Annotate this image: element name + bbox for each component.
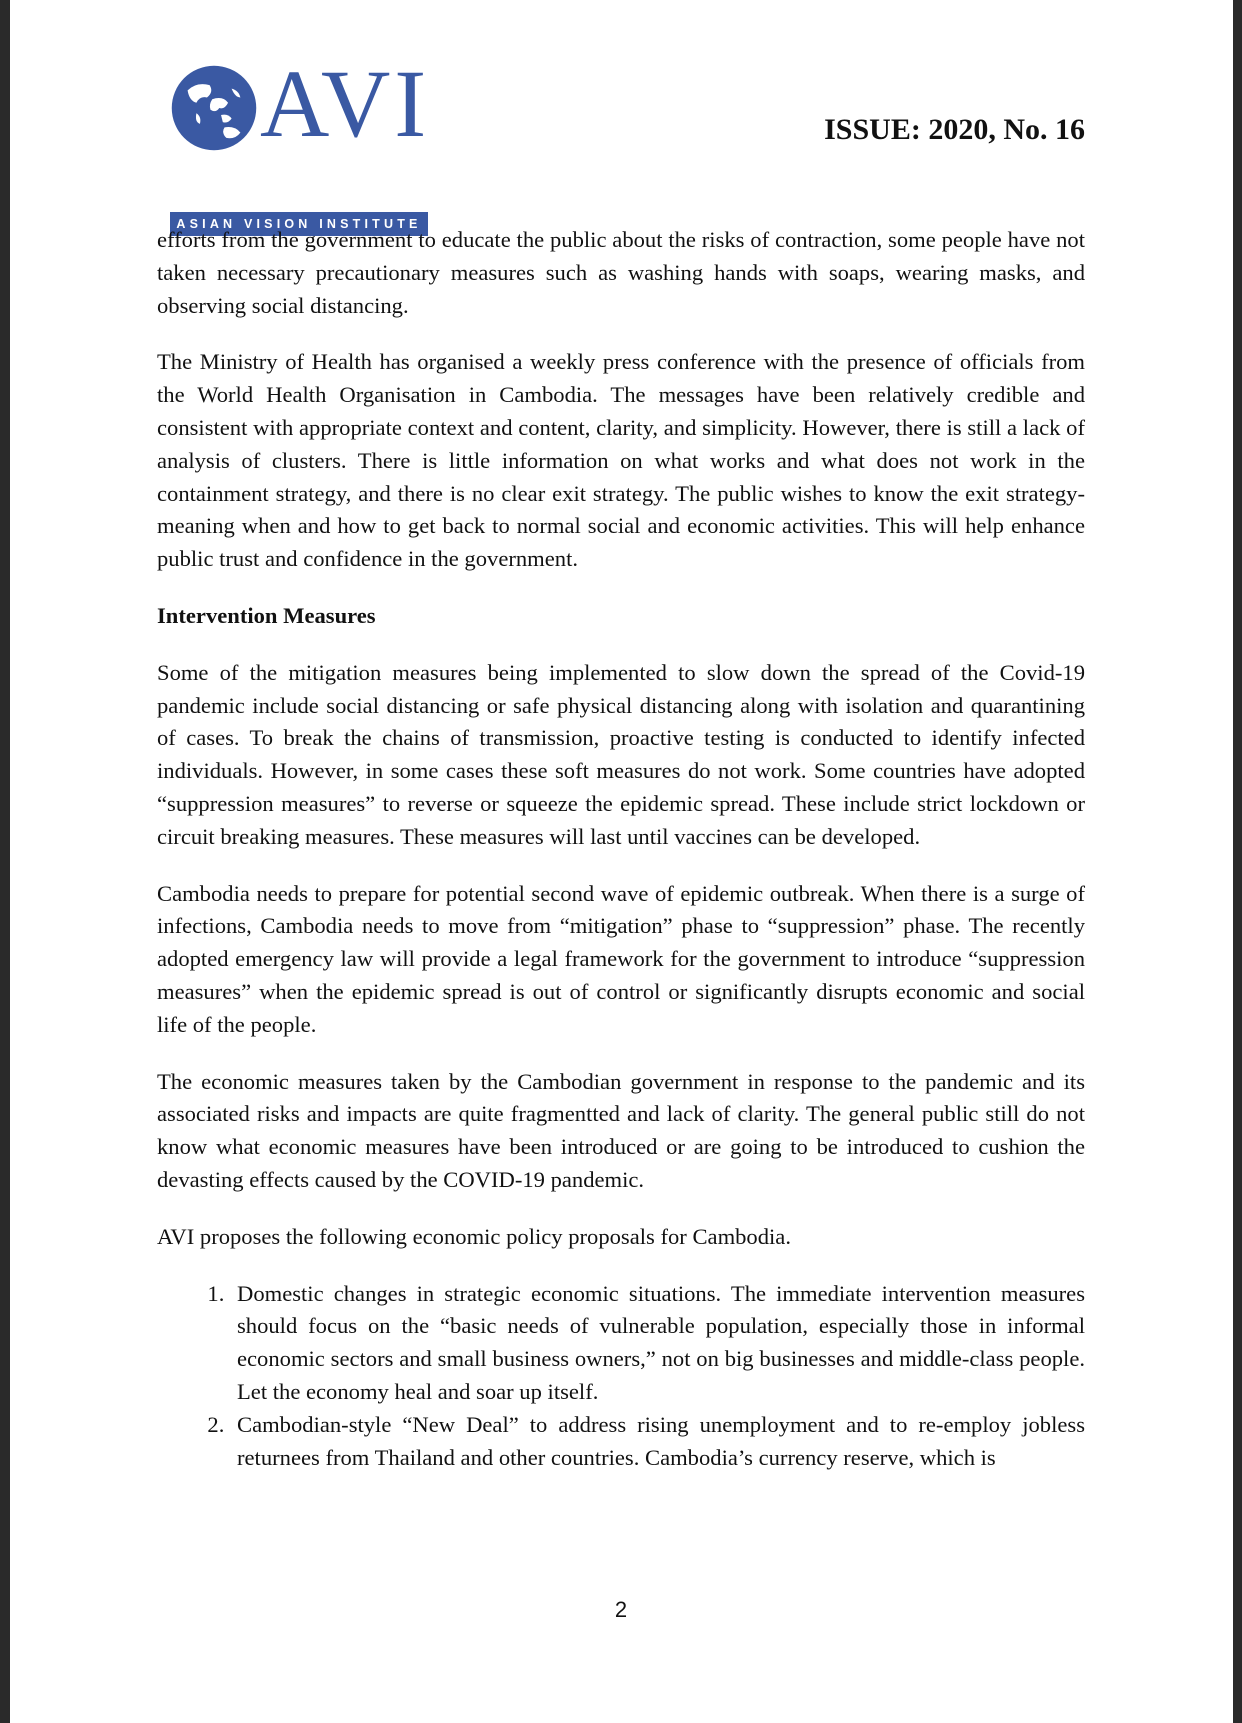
section-heading: Intervention Measures bbox=[157, 602, 376, 628]
paragraph: Some of the mitigation measures being implemented to slow down the spread of the Covid-19 pandemic include social distancing or safe physical distancing along with isolation and quarantining of cases. To break the chains of transmission, proactive testing is conducted to identify infected individuals. However, in some cases these soft measures do not work. Some countries have adopted “suppression measures” to reverse or squeeze the epidemic spread. These include strict lockdown or circuit breaking measures. These measures will last until vaccines can be developed. bbox=[157, 659, 1085, 849]
avi-logo bbox=[170, 50, 431, 231]
paragraph: efforts from the government to educate the public about the risks of contraction, some people have not taken necessary precautionary measures such as washing hands with soaps, wearing masks, and observing social distancing. bbox=[157, 227, 1085, 318]
issue-number: ISSUE: 2020, No. 16 bbox=[824, 113, 1085, 146]
page-number: 2 bbox=[614, 1597, 628, 1622]
list-item: 1. Domestic changes in strategic economic situations. The immediate intervention measures should focus on the “basic needs of vulnerable population, especially those in informal economic sectors and small business owners,” not on big businesses and middle-class people. Let the economy heal and soar up itself. bbox=[230, 1278, 1085, 1409]
logo-wordmark: AVI bbox=[260, 50, 431, 157]
globe-icon bbox=[170, 64, 258, 152]
page-edge-right bbox=[1233, 0, 1242, 1723]
page-edge-left bbox=[0, 0, 10, 1723]
list-item: 2. Cambodian-style “New Deal” to address rising unemployment and to re-employ jobless returnees from Thailand and other countries. Cambodia’s currency reserve, which is bbox=[230, 1409, 1085, 1475]
paragraph: The economic measures taken by the Cambodian government in response to the pandemic and its associated risks and impacts are quite fragmentted and lack of clarity. The general public still do not know what economic measures have been introduced or are going to be introduced to cushion the devasting effects caused by the COVID-19 pandemic. bbox=[157, 1068, 1085, 1192]
proposal-list bbox=[157, 1278, 1085, 1475]
logo-tagline: ASIAN VISION INSTITUTE bbox=[170, 212, 428, 236]
document-body bbox=[157, 224, 1085, 1474]
paragraph: Cambodia needs to prepare for potential second wave of epidemic outbreak. When there is a surge of infections, Cambodia needs to move from “mitigation” phase to “suppression” phase. The recently adopted emergency law will provide a legal framework for the government to introduce “suppression measures” when the epidemic spread is out of control or significantly disrupts economic and social life of the people. bbox=[157, 880, 1085, 1037]
paragraph: The Ministry of Health has organised a weekly press conference with the presence of officials from the World Health Organisation in Cambodia. The messages have been relatively credible and consistent with appropriate context and content, clarity, and simplicity. However, there is still a lack of analysis of clusters. There is little information on what works and what does not work in the containment strategy, and there is no clear exit strategy. The public wishes to know the exit strategy- meaning when and how to get back to normal social and economic activities. This will help enhance public trust and confidence in the government. bbox=[157, 349, 1085, 572]
paragraph: AVI proposes the following economic policy proposals for Cambodia. bbox=[157, 1223, 791, 1249]
